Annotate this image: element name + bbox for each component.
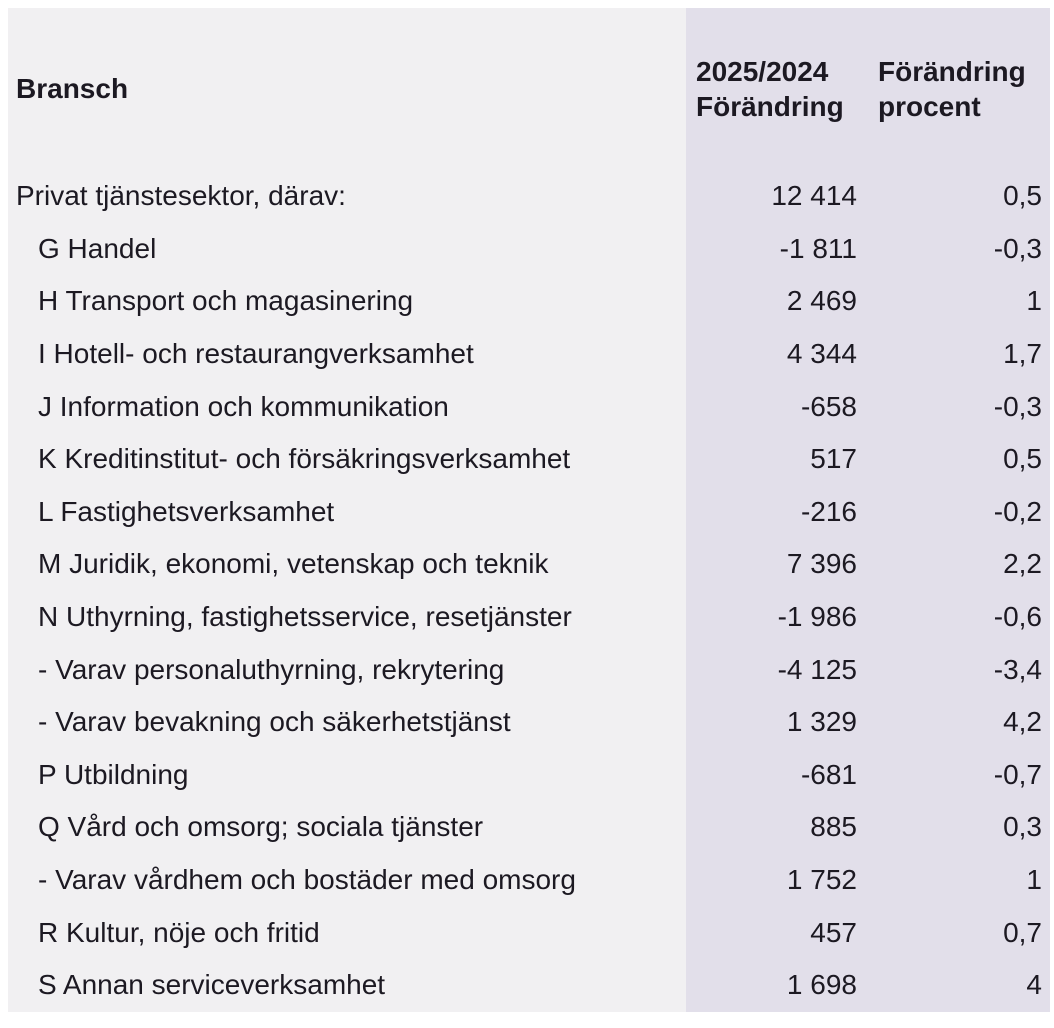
row-label: S Annan serviceverksamhet <box>38 969 386 1001</box>
row-label: K Kreditinstitut- och försäkringsverksamhet <box>38 443 571 475</box>
row-percent-value: -0,6 <box>993 601 1042 633</box>
row-percent-value: 4,2 <box>1003 706 1042 738</box>
table-row <box>8 328 1050 381</box>
row-label: - Varav bevakning och säkerhetstjänst <box>38 706 511 738</box>
table-row <box>8 433 1050 486</box>
table-row <box>8 854 1050 907</box>
row-percent-value: -0,2 <box>993 495 1042 527</box>
row-change-value: -658 <box>800 390 857 422</box>
row-label: Privat tjänstesektor, därav: <box>16 180 346 212</box>
row-change-value: 2 469 <box>786 285 857 317</box>
table-row <box>8 380 1050 433</box>
row-label: N Uthyrning, fastighetsservice, resetjänster <box>38 601 572 633</box>
row-label: H Transport och magasinering <box>38 285 414 317</box>
row-change-value: 12 414 <box>771 180 857 212</box>
row-change-value: 885 <box>810 811 857 843</box>
column-header-percent <box>857 54 1050 124</box>
row-percent-value: 4 <box>1026 969 1042 1001</box>
row-change-value: -1 986 <box>777 601 857 633</box>
row-percent-value: 1 <box>1026 864 1042 896</box>
industry-change-table <box>8 8 1050 1012</box>
row-label: M Juridik, ekonomi, vetenskap och teknik <box>38 548 549 580</box>
row-change-value: 517 <box>810 443 857 475</box>
column-header-change-line1: 2025/2024 <box>696 56 829 87</box>
row-percent-value: 1 <box>1026 285 1042 317</box>
column-header-change <box>686 54 857 124</box>
row-change-value: 1 752 <box>786 864 857 896</box>
row-percent-value: -3,4 <box>993 653 1042 685</box>
table-header-row <box>8 8 1050 170</box>
row-label: J Information och kommunikation <box>38 390 449 422</box>
row-label: G Handel <box>38 232 157 264</box>
row-label: I Hotell- och restaurangverksamhet <box>38 338 474 370</box>
row-change-value: -216 <box>800 495 857 527</box>
row-label: P Utbildning <box>38 758 189 790</box>
table-row <box>8 906 1050 959</box>
row-label: Q Vård och omsorg; sociala tjänster <box>38 811 484 843</box>
row-change-value: 7 396 <box>786 548 857 580</box>
row-change-value: -4 125 <box>777 653 857 685</box>
row-percent-value: -0,3 <box>993 390 1042 422</box>
table-row <box>8 223 1050 276</box>
row-percent-value: 0,3 <box>1003 811 1042 843</box>
row-change-value: 1 698 <box>786 969 857 1001</box>
table-row <box>8 959 1050 1012</box>
row-change-value: -1 811 <box>779 232 857 264</box>
row-label: R Kultur, nöje och fritid <box>38 916 320 948</box>
row-label: - Varav personaluthyrning, rekrytering <box>38 653 505 685</box>
column-header-change-line2: Förändring <box>696 91 844 122</box>
row-percent-value: 0,5 <box>1003 443 1042 475</box>
table-row <box>8 801 1050 854</box>
row-change-value: 1 329 <box>786 706 857 738</box>
table-body <box>8 170 1050 1012</box>
column-header-percent-line2: procent <box>878 91 981 122</box>
row-percent-value: -0,7 <box>993 758 1042 790</box>
row-change-value: 4 344 <box>786 338 857 370</box>
table-row <box>8 486 1050 539</box>
row-percent-value: 2,2 <box>1003 548 1042 580</box>
column-header-bransch: Bransch <box>16 73 129 104</box>
row-change-value: -681 <box>800 758 857 790</box>
column-header-percent-line1: Förändring <box>878 56 1026 87</box>
row-percent-value: 0,7 <box>1003 916 1042 948</box>
table-row <box>8 591 1050 644</box>
table-row <box>8 749 1050 802</box>
table-row <box>8 696 1050 749</box>
table-row <box>8 275 1050 328</box>
row-percent-value: 0,5 <box>1003 180 1042 212</box>
table-row <box>8 643 1050 696</box>
row-label: - Varav vårdhem och bostäder med omsorg <box>38 864 576 896</box>
row-change-value: 457 <box>810 916 857 948</box>
table-row <box>8 170 1050 223</box>
row-percent-value: 1,7 <box>1003 338 1042 370</box>
table-row <box>8 538 1050 591</box>
row-label: L Fastighetsverksamhet <box>38 495 335 527</box>
row-percent-value: -0,3 <box>993 232 1042 264</box>
